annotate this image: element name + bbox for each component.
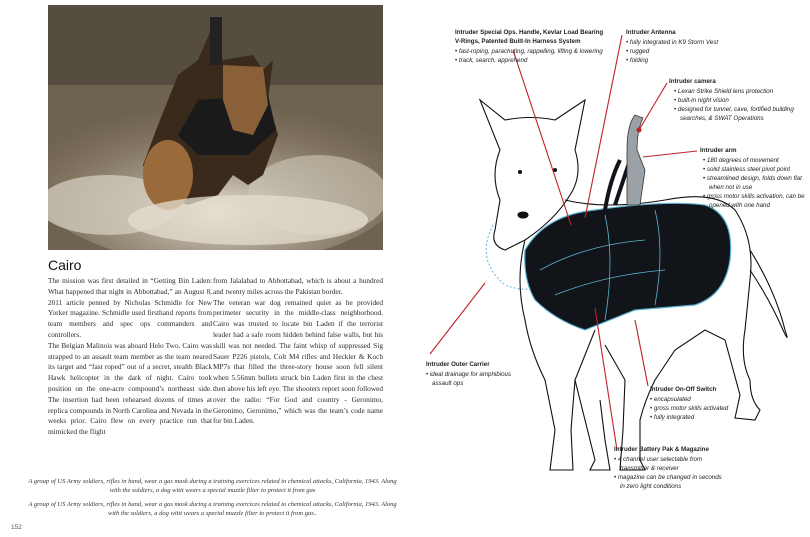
body-column-2 — [213, 276, 383, 427]
section-title: Cairo — [48, 257, 82, 273]
handle — [605, 160, 630, 210]
label-heading: Intruder Battery Pak & Magazine — [614, 446, 709, 453]
label-heading: Intruder Antenna — [626, 29, 676, 36]
label-item: • ideal drainage for amphibious assault ops — [426, 370, 516, 388]
paragraph: The Belgian Malinois was aboard Helo Two. Cairo was strapped to an assault team member as the team neared its target and “fast roped” out of a secret, stealth Black Hawk helicopter in the dark of night. Cairo took position on the one-acre compound’s northeast side. The insertion had been rehearsed dozens of times at replica compounds in North Carolina and Nevada in the weeks prior. Cairo flew on every practice run that mimicked the flight — [48, 340, 212, 437]
paragraph: The mission was first detailed in “Getting Bin Laden: What happened that night in Abbottabad,” an August 8, 2011 article penned by Nicholas Schmidle for New Yorker magazine. Schmidle used firsthand reports from team members and spec ops commanders and controllers. — [48, 276, 212, 339]
label-item: • gross motor skills activated — [650, 404, 770, 413]
paragraph: The veteran war dog remained quiet as he provided perimeter security in the middle-class neighborhood. Cairo was trusted to locate bin Laden if the terrorist leader had a safe room hidden behind false walls, but his skill was not needed. The faint whisp of suppressed Sig Sauer P226 pistols, Colt M4 rifles and Heckler & Koch MP7s that filled the three-story house soon fell silent when 5.56mm bullets struck bin Laden first in the chest then above his left eye. The shooters report soon followed over the radio: “For God and country - Geronimo, Geronimo, Geronimo,” which was the team’s code name for bin Laden. — [213, 297, 383, 426]
label-item: • track, search, apprehend — [455, 56, 605, 65]
label-battery-pak — [614, 445, 724, 491]
body-column-1 — [48, 276, 212, 438]
label-arm — [700, 146, 805, 210]
label-item: • magazine can be changed in seconds in zero light conditions — [614, 473, 724, 491]
label-heading: Intruder Outer Carrier — [426, 361, 490, 368]
label-camera — [669, 77, 804, 123]
label-item: • streamlined design, folds down flat when not in use — [703, 174, 805, 192]
label-outer-carrier — [426, 360, 516, 388]
page-number: 152 — [11, 524, 22, 531]
dog-photo — [48, 5, 383, 250]
caption: A group of US Army soldiers, rifles in hand, wear a gas mask during a training exercices related to chemical attacks, California, 1943. Along with the soldiers, a dog witit wears a special muzzle filter to protect it from gas.. — [28, 501, 397, 517]
label-item: • folding — [626, 56, 796, 65]
vest — [525, 203, 731, 330]
label-item: • fast-roping, parachuting, rappelling, lifting & lowering — [455, 47, 605, 56]
label-antenna — [626, 28, 796, 65]
label-item: • built-in night vision — [674, 96, 804, 105]
label-item: • encapsulated — [650, 395, 770, 404]
label-heading: Intruder On-Off Switch — [650, 386, 717, 393]
label-item: • rugged — [626, 47, 796, 56]
label-special-ops-handle — [455, 28, 605, 65]
label-heading: Intruder arm — [700, 147, 737, 154]
camera-arm — [627, 115, 645, 205]
label-on-off-switch — [650, 385, 770, 422]
label-item: • 4 channel user selectable from transmitter & receiver — [614, 455, 724, 473]
label-heading: Intruder Special Ops. Handle, Kevlar Load Bearing V-Rings, Patented Built-In Harness System — [455, 29, 604, 45]
label-item: • fully integrated in K9 Storm Vest — [626, 38, 796, 47]
caption: A group of US Army soldiers, rifles in hand, wear a gas mask during a training exercices related to chemical attacks, California, 1943. Along with the soldiers, a dog witit wears a special muzzle filter to protect it from gas — [28, 478, 397, 494]
paragraph: from Jalalabad to Abbottabad, which is about a hundred and twenty miles across the Pakistan border. — [213, 276, 383, 296]
label-item: • 180 degrees of movement — [703, 156, 805, 165]
label-item: • fully integrated — [650, 413, 770, 422]
right-page — [405, 0, 810, 537]
label-item: • designed for tunnel, cave, fortified building searches, & SWAT Operations — [674, 105, 804, 123]
label-item: • solid stainless steel pivot point — [703, 165, 805, 174]
label-item: • Lexan Strike Shield lens protection — [674, 87, 804, 96]
label-item: • gross motor skills activation, can be opened with one hand — [703, 192, 805, 210]
label-heading: Intruder camera — [669, 78, 716, 85]
